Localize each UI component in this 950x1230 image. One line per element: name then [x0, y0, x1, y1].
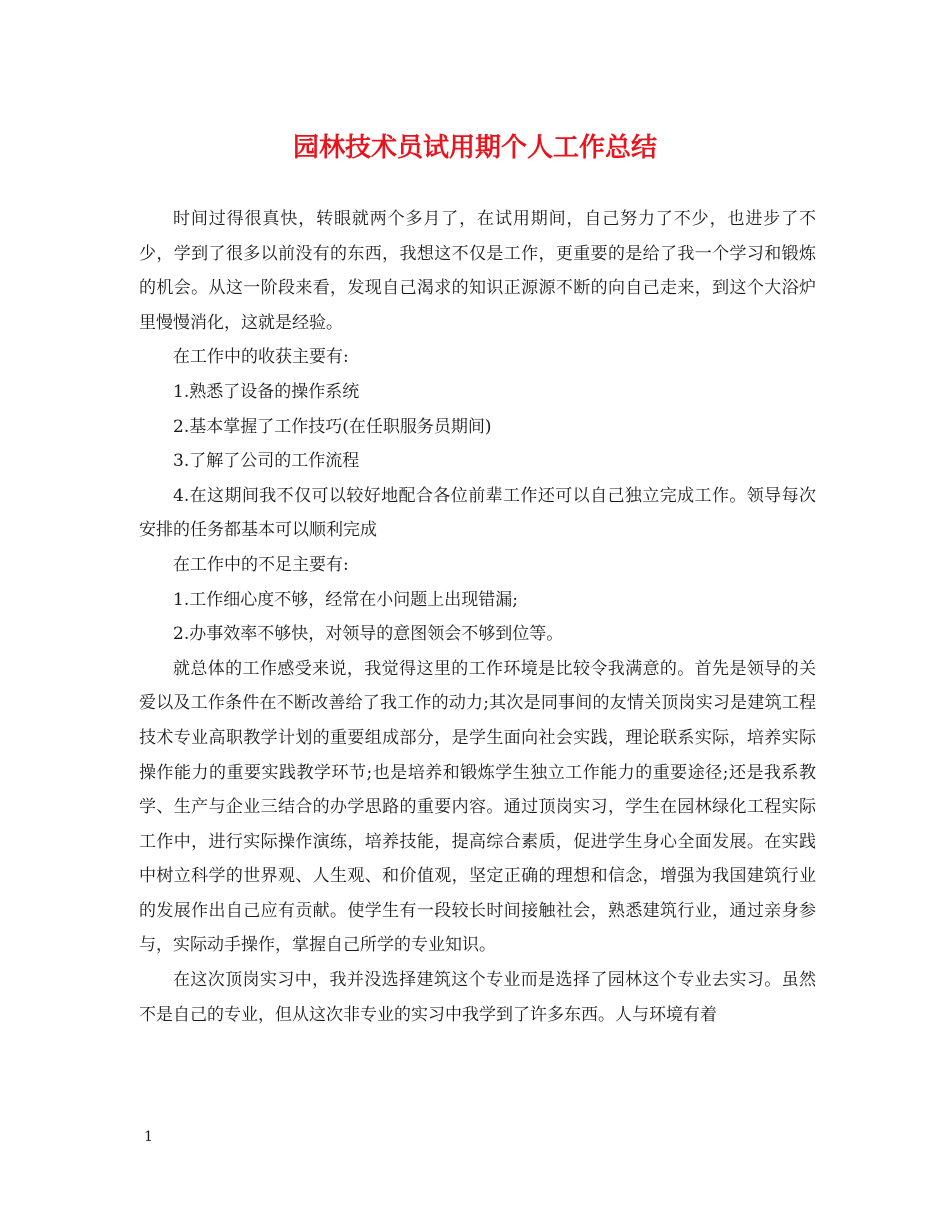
- list-item-shortcoming-1: 1.工作细心度不够，经常在小问题上出现错漏;: [173, 589, 518, 610]
- paragraph-internship: 在这次顶岗实习中，我并没选择建筑这个专业而是选择了园林这个专业去实习。虽然不是自己的专业，但从这次非专业的实习中我学到了许多东西。人与环境有着: [139, 970, 816, 1025]
- list-item-gain-4: 4.在这期间我不仅可以较好地配合各位前辈工作还可以自己独立完成工作。领导每次安排的任务都基本可以顺利完成: [139, 485, 816, 541]
- document-body: [139, 202, 816, 1032]
- paragraph-shortcomings-heading: 在工作中的不足主要有:: [173, 554, 349, 575]
- list-item-shortcoming-2: 2.办事效率不够快，对领导的意图领会不够到位等。: [173, 624, 564, 645]
- list-item-gain-2: 2.基本掌握了工作技巧(在任职服务员期间): [173, 416, 492, 437]
- paragraph-overall-feeling: 就总体的工作感受来说，我觉得这里的工作环境是比较令我满意的。首先是领导的关爱以及工作条件在不断改善给了我工作的动力;其次是同事间的友情关顶岗实习是建筑工程技术专业高职教学计划的重要组成部分，是学生面向社会实践，理论联系实际，培养实际操作能力的重要实践教学环节;也是培养和锻炼学生独立工作能力的重要途径;还是我系教学、生产与企业三结合的办学思路的重要内容。通过顶岗实习，学生在园林绿化工程实际工作中，进行实际操作演练，培养技能，提高综合素质，促进学生身心全面发展。在实践中树立科学的世界观、人生观、和价值观，坚定正确的理想和信念，增强为我国建筑行业的发展作出自己应有贡献。使学生有一段较长时间接触社会，熟悉建筑行业，通过亲身参与，实际动手操作，掌握自己所学的专业知识。: [139, 658, 816, 956]
- paragraph-intro: 时间过得很真快，转眼就两个多月了，在试用期间，自己努力了不少，也进步了不少，学到了很多以前没有的东西，我想这不仅是工作，更重要的是给了我一个学习和锻炼的机会。从这一阶段来看，发现自己渴求的知识正源源不断的向自己走来，到这个大浴炉里慢慢消化，这就是经验。: [139, 209, 816, 333]
- list-item-gain-3: 3.了解了公司的工作流程: [173, 451, 360, 472]
- list-item-gain-1: 1.熟悉了设备的操作系统: [173, 381, 360, 402]
- page-number: 1: [144, 1129, 153, 1145]
- document-title: 园林技术员试用期个人工作总结: [292, 133, 657, 163]
- paragraph-gains-heading: 在工作中的收获主要有:: [173, 347, 349, 368]
